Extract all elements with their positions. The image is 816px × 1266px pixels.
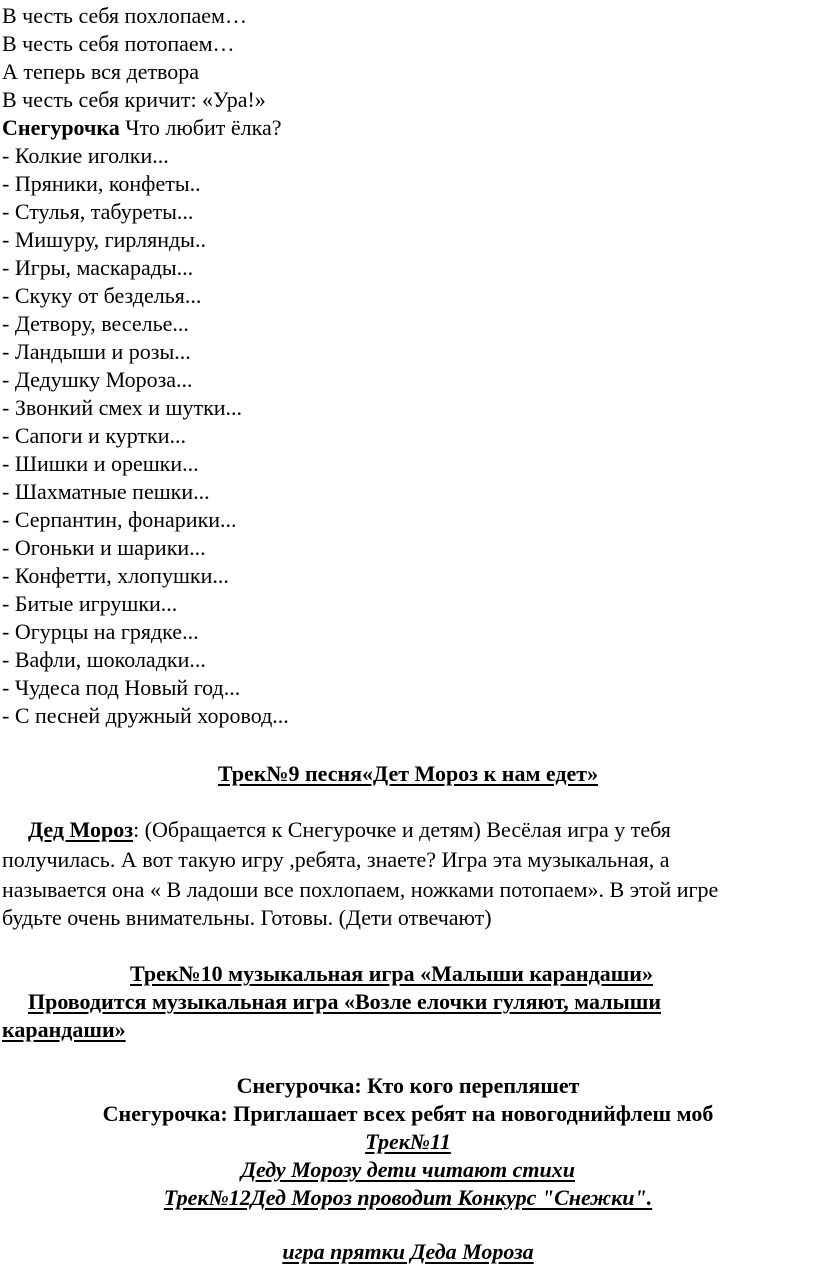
intro-line: В честь себя потопаем… [2,31,235,56]
intro-line: А теперь вся детвора [2,59,200,84]
ded-moroz-line: получилась. А вот такую игру ,ребята, знаете? Игра эта музыкальная, а [2,847,670,872]
track-heading [130,960,653,988]
answer-item: - Игры, маскарады... [2,255,194,280]
intro-line: В честь себя похлопаем… [2,3,247,28]
track-heading [0,760,816,788]
answer-item: - Чудеса под Новый год... [2,675,241,700]
track-12-line: Трек№12Дед Мороз проводит Конкурс "Снежки". [163,1185,653,1210]
ded-moroz-text: : (Обращается к Снегурочке и детям) Весёлая игра у тебя [133,817,671,842]
answer-item: - Сапоги и куртки... [2,423,186,448]
snegurochka-line: Снегурочка: Приглашает всех ребят на новогоднийфлеш моб [102,1101,714,1126]
answer-item: - Пряники, конфеты.. [2,171,201,196]
speaker-name: Дед Мороз [28,817,134,842]
answer-item: - Огурцы на грядке... [2,619,199,644]
game-line: карандаши» [2,1017,126,1042]
intro-line: В честь себя кричит: «Ура!» [2,87,266,112]
ded-moroz-line: называется она « В ладоши все похлопаем, ножками потопаем». В этой игре [2,877,719,902]
track-11-line: Трек№11 [365,1129,451,1154]
answer-item: - Звонкий смех и шутки... [2,395,243,420]
answer-item: - Битые игрушки... [2,591,178,616]
answer-item: - Шишки и орешки... [2,451,199,476]
answer-item: - Серпантин, фонарики... [2,507,237,532]
poems-line: Деду Морозу дети читают стихи [241,1157,575,1182]
speaker-name: Снегурочка [2,115,120,140]
track-9-title: Трек№9 песня«Дет Мороз к нам едет» [217,761,599,786]
final-game-line: игра прятки Деда Мороза [282,1239,534,1264]
answer-item: - Стулья, табуреты... [2,199,194,224]
track-10-title: Трек№10 музыкальная игра «Малыши карандаши» [130,961,653,986]
answer-item: - Скуку от безделья... [2,283,202,308]
answer-item: - Конфетти, хлопушки... [2,563,229,588]
snegurochka-line: Снегурочка: Кто кого перепляшет [236,1073,580,1098]
answer-item: - Мишуру, гирлянды.. [2,227,206,252]
ded-moroz-line [28,816,671,844]
question-line [2,114,281,142]
answer-item: - С песней дружный хоровод... [2,703,289,728]
answer-item: - Шахматные пешки... [2,479,210,504]
ded-moroz-line: будьте очень внимательны. Готовы. (Дети отвечают) [2,905,492,930]
game-line: Проводится музыкальная игра «Возле елочки гуляют, малыши [28,989,662,1014]
question-text: Что любит ёлка? [119,115,282,140]
answer-item: - Дедушку Мороза... [2,367,193,392]
answer-item: - Детвору, веселье... [2,311,189,336]
answer-item: - Вафли, шоколадки... [2,647,206,672]
answer-item: - Ландыши и розы... [2,339,191,364]
answer-item: - Колкие иголки... [2,143,169,168]
answer-item: - Огоньки и шарики... [2,535,206,560]
